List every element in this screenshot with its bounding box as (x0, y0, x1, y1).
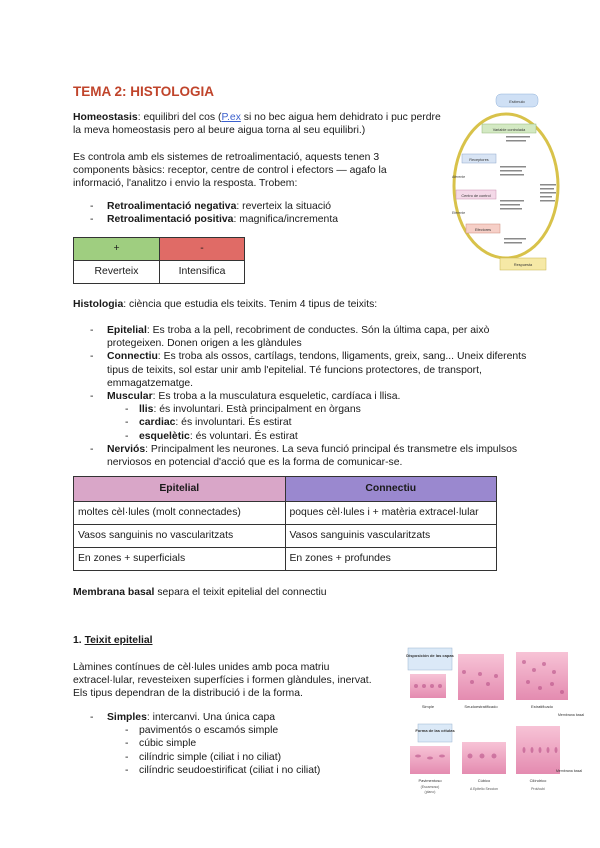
tissue-desc: : Es troba a la pell, recobriment de conductes. Són la última capa, per això protegeixen. Donen origen a les glàndules (107, 325, 490, 350)
cuboidal-label: Cúbico (477, 778, 491, 783)
membrana-paragraph (73, 586, 473, 599)
muscle-desc: : és involuntari. És estirat (175, 417, 292, 429)
basal-label-bottom: Membrana basal (556, 769, 583, 773)
tissue-term: Epitelial (107, 325, 147, 336)
feedback-list (73, 200, 433, 226)
muscle-sublist (107, 403, 531, 443)
list-item (107, 430, 531, 443)
simple-label: Simple (421, 704, 435, 709)
feedback-intro: Es controla amb els sistemes de retroalimentació, aquests tenen 3 components bàsics: receptor, centre de control i efectors — agafo la informació, l'analitzo i envio la resposta. Trobem: (73, 152, 387, 190)
tissue-desc: : Es troba a la musculatura esqueletic, cardíaca i llisa. (152, 391, 401, 403)
homeostasis-paragraph (73, 111, 441, 137)
feedback-term: Retroalimentació negativa (107, 201, 237, 212)
lamines-paragraph: Làmines contínues de cèl·lules unides amb poca matriu extracel·lular, revesteixen superfícies i formen glàndules, inervat. Els tipus dependran de la distribució i de la forma. (73, 662, 372, 700)
section-heading (73, 634, 153, 647)
revert-cell: Reverteix (74, 261, 160, 284)
table-cell: En zones + superficials (74, 548, 286, 571)
stimulus-label: Estímulo (509, 99, 525, 104)
tissue-desc: : Es troba als ossos, cartílags, tendons, lligaments, greix, sang... Uneix diferents tipus de teixits, sol estar unir amb l'epitelial. Té funcions protectores, de transport, emmagatzematge. (107, 351, 527, 389)
table-row (74, 502, 497, 525)
example-link[interactable]: P.ex (221, 112, 241, 123)
tissue-term: Muscular (107, 391, 153, 403)
squamous-alt-label: (Escamoso) (420, 785, 440, 789)
feedback-table (73, 237, 245, 284)
simples-list (73, 711, 373, 777)
table-cell: Vasos sanguinis vascularitzats (285, 525, 497, 548)
membrana-desc: separa el teixit epitelial del connectiu (154, 587, 327, 598)
section-title: Teixit epitelial (84, 635, 153, 646)
list-item (73, 213, 433, 226)
list-item: - cúbic simple (107, 737, 373, 750)
shapes-label: Forma de las células (415, 728, 455, 733)
list-item: - cilíndric seudoestirificat (ciliat i no ciliat) (107, 764, 373, 777)
page-title: TEMA 2: HISTOLOGIA (73, 84, 215, 99)
basal-label-top: Membrana basal (558, 713, 585, 717)
squamous-tissue (410, 746, 450, 774)
afferent-label: Aferente (452, 175, 466, 179)
cubi-note: Prot/cubi (531, 787, 545, 791)
plano-label: (plano) (424, 790, 436, 794)
homeostasis-term: Homeostasis (73, 112, 138, 123)
muscle-term: esquelètic (139, 430, 190, 442)
homeostasis-def: : equilibri del cos ( (137, 112, 222, 123)
layers-box (408, 648, 452, 670)
comparison-table (73, 476, 497, 571)
header-epitelial: Epitelial (74, 477, 286, 502)
list-item (73, 350, 531, 390)
feedback-desc: : magnifica/incrementa (233, 214, 338, 226)
loop-arrow (454, 114, 558, 258)
feedback-desc: : reverteix la situació (236, 201, 332, 212)
simples-term: Simples (107, 712, 147, 723)
muscle-desc: : és voluntari. És estirat (189, 430, 298, 442)
membrana-term: Membrana basal (73, 587, 155, 598)
muscle-desc: : és involuntari. Està principalment en òrgans (153, 404, 361, 416)
tissue-term: Nerviós (107, 443, 146, 455)
muscle-term: llis (139, 404, 154, 416)
feedback-loop-diagram (448, 90, 560, 276)
table-cell: Vasos sanguinis no vascularitzats (74, 525, 286, 548)
table-row (74, 548, 497, 571)
histologia-def: : ciència que estudia els teixits. Tenim 4 tipus de teixits: (123, 299, 378, 310)
list-item (73, 324, 531, 350)
table-cell: En zones + profundes (285, 548, 497, 571)
table-row (74, 525, 497, 548)
intensify-cell: Intensifica (160, 261, 245, 284)
list-item (73, 711, 373, 777)
list-item (107, 403, 531, 416)
stratified-label: Estratificado (530, 704, 554, 709)
homeostasis-def-end: si no bec aigua hem dehidrato i puc perdre la meva homeostasis pero al beure aigua torna al seu equilibri.) (73, 112, 441, 137)
feedback-term: Retroalimentació positiva (107, 214, 234, 226)
layers-label: Disposición de las capas (406, 653, 454, 658)
plus-cell: + (74, 238, 160, 261)
shapes-box (418, 724, 452, 742)
pseudo-label: Seudoestratificado (464, 704, 498, 709)
simples-desc: : intercanvi. Una única capa (146, 712, 276, 723)
response-label: Respuesta (513, 263, 533, 267)
table-cell: poques cèl·lules i + matèria extracel·lular (285, 502, 497, 525)
section-note: A Epitelio Seccion (469, 787, 499, 791)
table-cell: moltes cèl·lules (molt connectades) (74, 502, 286, 525)
receptor-label: Receptores (469, 158, 489, 162)
header-connectiu: Connectiu (285, 477, 497, 502)
list-item (73, 200, 433, 213)
variable-label: Variable controlada (492, 128, 526, 132)
list-item: - cilíndric simple (ciliat i no ciliat) (107, 751, 373, 764)
columnar-label: Cilíndrico (529, 778, 547, 783)
epithelium-figure (406, 646, 585, 798)
list-item: - pavimentós o escamós simple (107, 724, 373, 737)
squamous-label: Pavimentoso (418, 778, 442, 783)
tissue-list (73, 324, 531, 469)
list-item (107, 416, 531, 429)
tissue-term: Connectiu (107, 351, 158, 363)
histologia-paragraph (73, 298, 513, 311)
efferent-label: Eferente (452, 211, 466, 215)
list-item (73, 443, 531, 469)
tissue-desc: : Principalment les neurones. La seva funció principal és transmetre els impulsos nerviosos en potencial d'acció que es la forma de comunicar-se. (107, 443, 518, 469)
control-label: Centro de control (461, 194, 491, 198)
section-number: 1. (73, 635, 82, 646)
list-item (73, 390, 531, 443)
simples-sublist (107, 724, 373, 777)
muscle-term: cardiac (139, 417, 176, 429)
histologia-term: Histologia (73, 299, 124, 310)
minus-cell: - (160, 238, 245, 261)
effector-label: Efectores (474, 228, 492, 232)
